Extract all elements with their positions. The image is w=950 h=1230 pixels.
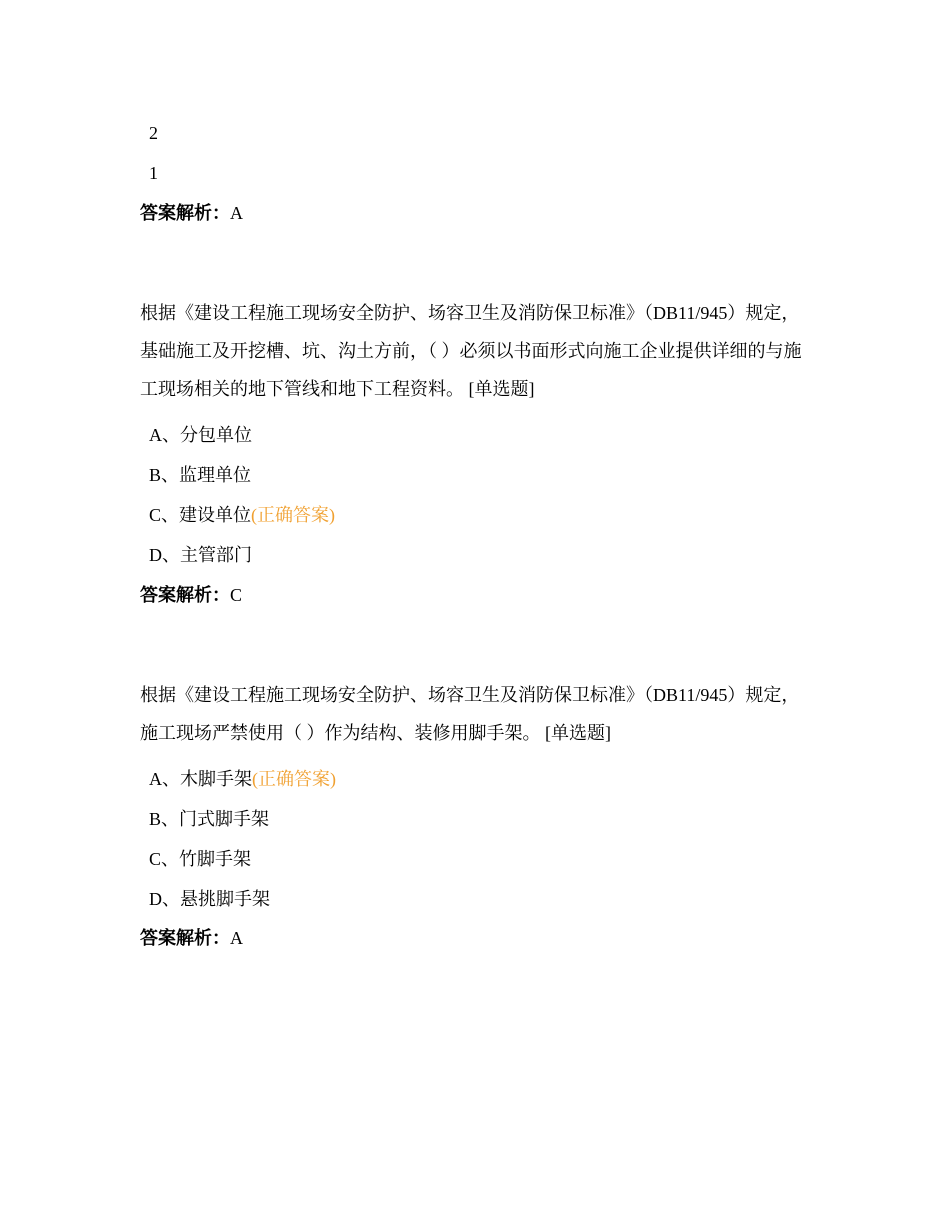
q2-option-a: [149, 767, 336, 791]
option-text: C、建设单位: [149, 505, 252, 525]
q2-option-d: D、悬挑脚手架: [149, 889, 270, 909]
analysis-label: 答案解析：: [140, 203, 230, 224]
option-text: A、木脚手架: [149, 769, 252, 789]
q2-analysis: [140, 926, 243, 951]
analysis-label: 答案解析：: [140, 585, 230, 606]
analysis-value: A: [230, 203, 243, 223]
correct-answer-mark: (正确答案): [251, 505, 336, 525]
q2-option-b: B、门式脚手架: [149, 809, 270, 829]
analysis-value: A: [230, 928, 243, 948]
correct-answer-mark: (正确答案): [252, 769, 336, 789]
prev-option-2: 2: [149, 123, 158, 143]
q1-analysis: [140, 583, 242, 608]
q1-option-a: A、分包单位: [149, 425, 252, 445]
analysis-label: 答案解析：: [140, 928, 230, 949]
prev-analysis: [140, 201, 243, 226]
prev-option-1: 1: [149, 163, 158, 183]
q2-option-c: C、竹脚手架: [149, 849, 252, 869]
q1-option-b: B、监理单位: [149, 465, 252, 485]
question-1-text: 根据《建设工程施工现场安全防护、场容卫生及消防保卫标准》（DB11/945）规定，基础施工及开挖槽、坑、沟土方前，（ ）必须以书面形式向施工企业提供详细的与施工现场相关的地下管线和地下工程资料。 [单选题]: [140, 303, 802, 399]
q1-option-d: D、主管部门: [149, 545, 252, 565]
analysis-value: C: [230, 585, 243, 605]
question-2-text: 根据《建设工程施工现场安全防护、场容卫生及消防保卫标准》（DB11/945）规定，施工现场严禁使用（ ）作为结构、装修用脚手架。 [单选题]: [140, 685, 800, 743]
q1-option-c: [149, 503, 335, 527]
